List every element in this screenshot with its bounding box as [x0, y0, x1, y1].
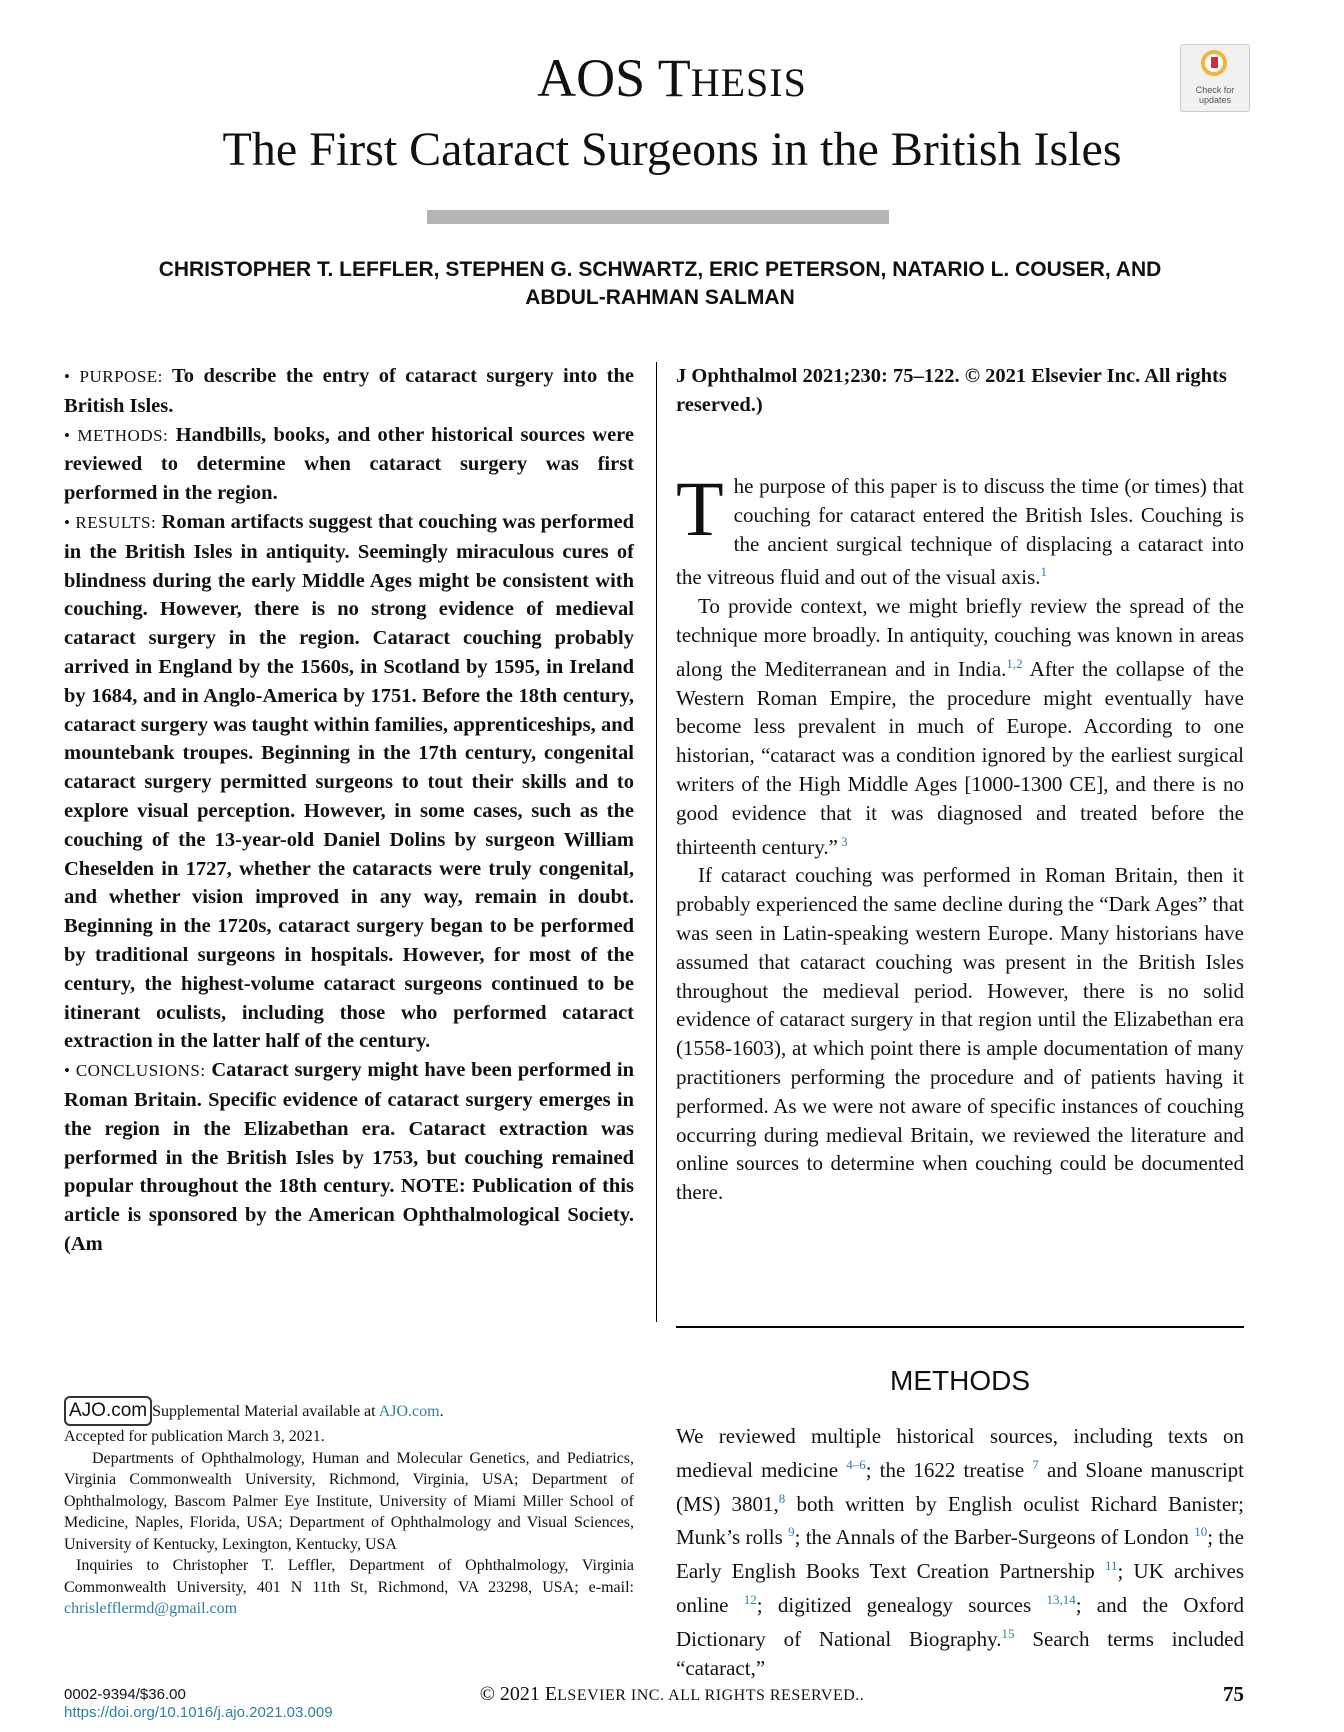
- abstract-results: • RESULTS: Roman artifacts suggest that couching was performed in the British Isles in antiquity. Seemingly miraculous cures of blindness during the early Middle Ages might be consistent with couching. However, there is no strong evidence of medieval cataract surgery in the region. Cataract couching probably arrived in England by the 1560s, in Scotland by 1595, in Ireland by 1684, and in Anglo-America by 1751. Before the 18th century, cataract surgery was taught within families, apprenticeships, and mountebank troupes. Beginning in the 17th century, congenital cataract surgery permitted surgeons to tout their skills and to explore visual perception. However, in some cases, such as the couching of the 13-year-old Daniel Dolins by surgeon William Cheselden in 1727, whether the cataracts were truly congenital, and whether vision improved in any way, remain in doubt. Beginning in the 1720s, cataract surgery began to be performed by traditional surgeons in hospitals. However, for most of the century, the highest-volume cataract surgeons continued to be itinerant oculists, including those who performed cataract extraction in the latter half of the century.: [64, 510, 634, 1053]
- article-title: The First Cataract Surgeons in the British Isles: [222, 123, 1122, 176]
- bookmark-icon: [1201, 50, 1227, 76]
- citation-link[interactable]: 11: [1104, 1558, 1118, 1574]
- issn: 0002-9394/$36.00: [64, 1686, 186, 1703]
- methods-heading: METHODS: [890, 1365, 1030, 1396]
- email-link[interactable]: chrislefflermd@gmail.com: [64, 1600, 238, 1617]
- citation-link[interactable]: 7: [1032, 1456, 1039, 1472]
- intro-paragraph-2: To provide context, we might briefly review the spread of the technique more broadly. In antiquity, couching was known in areas along the Mediterranean and in India.$^{1,2}$ After the collapse of the Western Roman Empire, the procedure might eventually have become less prevalent in much of Europe. According to one historian, “cataract was a condition ignored by the earliest surgical writers of the High Middle Ages [1000-1300 CE], and there is no good evidence that it was diagnosed and treated before the thirteenth century.” $^3$: [676, 594, 1244, 859]
- correspondence: Inquiries to Christopher T. Leffler, Department of Ophthalmology, Virginia Commonwealth University, 401 N 11th St, Richmond, VA 23298, USA; e-mail: chrislefflermd@gmail.com: [64, 1557, 634, 1617]
- results-label: • RESULTS:: [64, 512, 157, 532]
- section-title-rest: HESIS: [690, 60, 807, 105]
- methods-text: [676, 1422, 1244, 1682]
- footnotes: [64, 1396, 634, 1620]
- page-number: 75: [1223, 1682, 1244, 1706]
- citation-link[interactable]: 1,2: [1006, 655, 1023, 671]
- citation-link[interactable]: 12: [743, 1591, 757, 1607]
- author-list: [60, 256, 1260, 312]
- abstract-conclusions: • CONCLUSIONS: Cataract surgery might have been performed in Roman Britain. Specific evidence of cataract surgery emerges in the region in the Elizabethan era. Cataract extraction was performed in the British Isles by 1753, but couching remained popular throughout the 18th century. NOTE: Publication of this article is sponsored by the American Ophthalmological Society. (Am: [64, 1059, 635, 1255]
- citation-link[interactable]: 15: [1001, 1625, 1015, 1641]
- intro-paragraph-1: The purpose of this paper is to discuss the time (or times) that couching for cataract entered the British Isles. Couching is the ancient surgical technique of displacing a cataract into the vitreous fluid and out of the visual axis.$^1$: [676, 465, 1244, 590]
- abstract: [64, 362, 634, 1259]
- citation-link[interactable]: 3: [837, 833, 848, 849]
- methods-paragraph: We reviewed multiple historical sources, including texts on medieval medicine $^{4-6}$; the 1622 treatise $^7$ and Sloane manuscript (MS) 3801,$^8$ both written by English oculist Richard Banister; Munk’s rolls $^9$; the Annals of the Barber-Surgeons of London $^{10}$; the Early English Books Text Creation Partnership $^{11}$; UK archives online $^{12}$; digitized genealogy sources $^{13,14}$; and the Oxford Dictionary of National Biography.$^{15}$ Search terms included “cataract,”: [676, 1424, 1244, 1680]
- author-line-1: CHRISTOPHER T. LEFFLER, STEPHEN G. SCHWARTZ, ERIC PETERSON, NATARIO L. COUSER, AND: [158, 258, 1162, 281]
- supplemental-note: AJO.com Supplemental Material available at AJO.com.: [64, 1396, 634, 1426]
- intro-paragraph-3: If cataract couching was performed in Roman Britain, then it probably experienced the same decline during the “Dark Ages” that was seen in Latin-speaking western Europe. Many historians have assumed that cataract couching was present in the British Isles throughout the medieval period. However, there is no solid evidence of cataract surgery in that region until the Elizabethan era (1558-1603), at which point there is ample documentation of many practitioners performing the procedure and of patients having it performed. As we were not aware of specific instances of couching occurring during medieval Britain, we reviewed the literature and online sources to determine when couching could be documented there.: [676, 863, 1244, 1205]
- abstract-continuation: J Ophthalmol 2021;230: 75–122. © 2021 Elsevier Inc. All rights reserved.): [676, 365, 1227, 416]
- methods-label: • METHODS:: [64, 425, 169, 445]
- citation-link[interactable]: 8: [778, 1490, 786, 1506]
- conclusions-label: • CONCLUSIONS:: [64, 1061, 206, 1081]
- purpose-label: • PURPOSE:: [64, 367, 163, 386]
- introduction: [676, 465, 1244, 1207]
- author-line-2: ABDUL-RAHMAN SALMAN: [525, 286, 795, 309]
- citation-link[interactable]: 4–6: [846, 1456, 866, 1472]
- section-title: [0, 48, 1344, 113]
- section-title-cap: AOS T: [537, 48, 691, 108]
- supplemental-link[interactable]: AJO.com: [378, 1403, 440, 1420]
- citation-link[interactable]: 13,14: [1046, 1591, 1076, 1607]
- check-for-updates-badge[interactable]: [1180, 44, 1250, 112]
- methods-divider: [676, 1326, 1244, 1328]
- title-divider: [427, 210, 889, 224]
- accepted-date: Accepted for publication March 3, 2021.: [64, 1428, 325, 1445]
- column-divider: [656, 362, 657, 1322]
- drop-cap: T: [676, 465, 724, 552]
- abstract-purpose: • PURPOSE: To describe the entry of cataract surgery into the British Isles.: [64, 365, 634, 417]
- citation-link[interactable]: 1: [1040, 564, 1048, 580]
- doi-link[interactable]: https://doi.org/10.1016/j.ajo.2021.03.009: [64, 1704, 333, 1721]
- citation-link[interactable]: 10: [1194, 1524, 1208, 1540]
- ajo-logo: AJO.com: [64, 1396, 152, 1426]
- citation-link[interactable]: 9: [788, 1524, 795, 1540]
- badge-label: Check for updates: [1195, 85, 1235, 105]
- abstract-methods: • METHODS: Handbills, books, and other historical sources were reviewed to determine when cataract surgery was first performed in the region.: [64, 423, 635, 505]
- footer-copyright: © 2021 ELSEVIER INC. ALL RIGHTS RESERVED..: [479, 1683, 865, 1705]
- affiliations: Departments of Ophthalmology, Human and Molecular Genetics, and Pediatrics, Virginia Commonwealth University, Richmond, Virginia, USA; Department of Ophthalmology, Bascom Palmer Eye Institute, University of Miami Miller School of Medicine, Naples, Florida, USA; Department of Ophthalmology and Visual Sciences, University of Kentucky, Lexington, Kentucky, USA: [64, 1449, 634, 1553]
